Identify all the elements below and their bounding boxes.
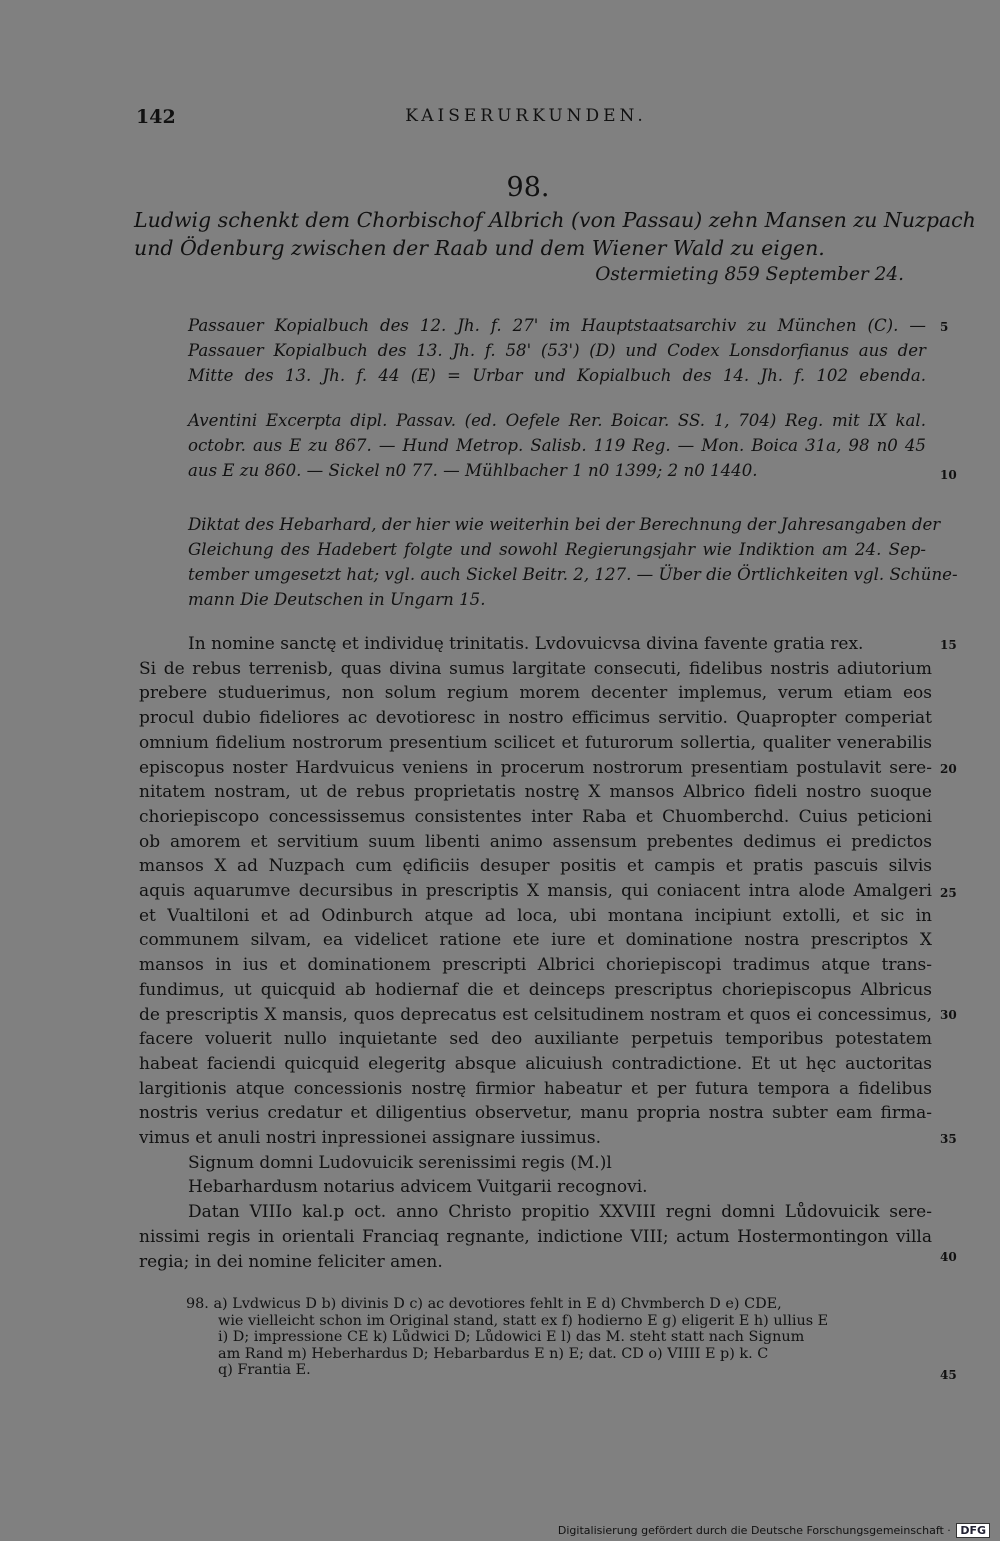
note-line: Mitte des 13. Jh. f. 44 (E) = Urbar und Kopialbuch des 14. Jh. f. 102 ebenda. bbox=[188, 366, 926, 385]
footnote-line: am Rand m) Heberhardus D; Hebarbardus E n) E; dat. CD o) VIIII E p) k. C bbox=[218, 1345, 769, 1362]
regest-line: und Ödenburg zwischen der Raab und dem Wiener Wald zu eigen. bbox=[134, 236, 825, 260]
footnotes bbox=[186, 1296, 936, 1379]
footnote-line: 98. a) Lvdwicus D b) divinis D c) ac devotiores fehlt in E d) Chvmberch D e) CDE, bbox=[186, 1296, 782, 1312]
text-line: aquis aquarumve decursibus in prescriptis X mansis, qui coniacent intra alode Amalgeri bbox=[139, 881, 932, 902]
text-line: episcopus noster Hardvuicus veniens in procerum nostrorum presentiam postulavit sere- bbox=[139, 757, 932, 778]
regest-line: Ludwig schenkt dem Chorbischof Albrich (von Passau) zehn Mansen zu Nuzpach bbox=[134, 208, 976, 232]
line-count-marker: 25 bbox=[940, 886, 957, 900]
footnote-line: wie vielleicht schon im Original stand, statt ex f) hodierno E g) eligerit E h) ullius E bbox=[218, 1312, 829, 1329]
text-line: mansos in ius et dominationem prescripti Albrici choriepiscopi tradimus atque trans- bbox=[139, 955, 932, 976]
text-line: mansos X ad Nuzpach cum ędificiis desuper positis et campis et pratis pascuis silvis bbox=[139, 856, 932, 877]
text-line: nostris verius credatur et diligentius observetur, manu propria nostra subter eam firma- bbox=[139, 1103, 932, 1124]
text-line: facere voluerit nullo inquietante sed deo auxiliante perpetuis temporibus potestatem bbox=[139, 1029, 932, 1050]
text-line: communem silvam, ea videlicet ratione ete iure et dominatione nostra prescriptos X bbox=[139, 930, 932, 951]
credit-text: Digitalisierung gefördert durch die Deutsche Forschungsgemeinschaft · bbox=[557, 1524, 951, 1537]
line-count-marker: 40 bbox=[940, 1250, 957, 1264]
text-line: In nomine sanctę et individuę trinitatis. Lvdovuicvsa divina favente gratia rex. bbox=[188, 634, 864, 654]
text-line: regia; in dei nomine feliciter amen. bbox=[139, 1251, 443, 1272]
text-line: habeat faciendi quicquid elegeritg absque alicuiush contradictione. Et ut hęc auctoritas bbox=[139, 1053, 932, 1074]
text-line: Signum domni Ludovuicik serenissimi regis (M.)l bbox=[188, 1152, 612, 1173]
running-title: KAISERURKUNDEN. bbox=[405, 106, 647, 126]
note-line: tember umgesetzt hat; vgl. auch Sickel Beitr. 2, 127. — Über die Örtlichkeiten vgl. Schüne- bbox=[188, 565, 958, 584]
note-line: aus E zu 860. — Sickel n0 77. — Mühlbacher 1 n0 1399; 2 n0 1440. bbox=[188, 461, 758, 480]
text-line: et Vualtiloni et ad Odinburch atque ad loca, ubi montana incipiunt extolli, et sic in bbox=[139, 905, 932, 926]
text-line: nissimi regis in orientali Franciaq regnante, indictione VIII; actum Hostermontingon villa bbox=[139, 1226, 932, 1247]
text-line: prebere studuerimus, non solum regium morem decenter implemus, verum etiam eos bbox=[139, 683, 932, 704]
tradition-note bbox=[188, 313, 926, 388]
note-line: Aventini Excerpta dipl. Passav. (ed. Oefele Rer. Boicar. SS. 1, 704) Reg. mit IX kal. bbox=[188, 411, 926, 430]
dateline: Ostermieting 859 September 24. bbox=[595, 264, 904, 285]
text-line: fundimus, ut quicquid ab hodiernaf die et deinceps prescriptus choriepiscopus Albricus bbox=[139, 979, 932, 1000]
commentary-note bbox=[188, 512, 958, 612]
dfg-logo: DFG bbox=[956, 1523, 990, 1538]
text-line: choriepiscopo concessissemus consistentes inter Raba et Chuomberchd. Cuius peticioni bbox=[139, 806, 932, 827]
text-line: largitionis atque concessionis nostrę firmior habeatur et per futura tempora a fidelibus bbox=[139, 1078, 932, 1099]
text-line: omnium fidelium nostrorum presentium scilicet et futurorum sollertia, qualiter venerabilis bbox=[139, 732, 932, 753]
footnote-line: q) Frantia E. bbox=[218, 1362, 311, 1379]
text-line: vimus et anuli nostri inpressionei assignare iussimus. bbox=[139, 1128, 602, 1149]
document-number: 98. bbox=[506, 172, 550, 203]
text-line: ob amorem et servitium suum libenti animo assensum prebentes dedimus ei predictos bbox=[139, 831, 932, 852]
note-line: Diktat des Hebarhard, der hier wie weiterhin bei der Berechnung der Jahresangaben der bbox=[188, 515, 941, 534]
note-line: Gleichung des Hadebert folgte und sowohl Regierungsjahr wie Indiktion am 24. Sep- bbox=[188, 540, 926, 559]
text-line: procul dubio fideliores ac devotioresc in nostro efficimus servitio. Quapropter comperiat bbox=[139, 708, 932, 729]
line-count-marker: 30 bbox=[940, 1008, 957, 1022]
text-line: Si de rebus terrenisb, quas divina sumus largitate consecuti, fidelibus nostris adiutorium bbox=[139, 658, 932, 679]
page-number: 142 bbox=[136, 106, 176, 128]
line-count-marker: 15 bbox=[940, 638, 957, 652]
footnote-line: i) D; impressione CE k) Lůdwici D; Lůdowici E l) das M. steht statt nach Signum bbox=[218, 1329, 805, 1346]
note-line: Passauer Kopialbuch des 12. Jh. f. 27' im Hauptstaatsarchiv zu München (C). — bbox=[188, 316, 926, 335]
text-line: de prescriptis X mansis, quos deprecatus est celsitudinem nostram et quos ei concessimus, bbox=[139, 1004, 932, 1025]
regest bbox=[134, 206, 976, 262]
dfg-credit bbox=[558, 1523, 990, 1538]
text-line: Datan VIIIo kal.p oct. anno Christo propitio XXVIII regni domni Lůdovuicik sere- bbox=[188, 1202, 932, 1223]
text-line: Hebarhardusm notarius advicem Vuitgarii recognovi. bbox=[188, 1177, 648, 1198]
note-line: Passauer Kopialbuch des 13. Jh. f. 58' (53') (D) und Codex Lonsdorfianus aus der bbox=[188, 341, 926, 360]
line-count-marker: 35 bbox=[940, 1132, 957, 1146]
text-line: nitatem nostram, ut de rebus proprietatis nostrę X mansos Albrico fideli nostro suoque bbox=[139, 782, 932, 803]
line-count-marker: 45 bbox=[940, 1368, 957, 1382]
note-line: mann Die Deutschen in Ungarn 15. bbox=[188, 590, 486, 609]
line-count-marker: 20 bbox=[940, 762, 957, 776]
charter-text bbox=[139, 632, 932, 1274]
editions-note bbox=[188, 408, 926, 483]
line-count-marker: 10 bbox=[940, 468, 957, 482]
line-count-marker: 5 bbox=[940, 320, 949, 334]
note-line: octobr. aus E zu 867. — Hund Metrop. Salisb. 119 Reg. — Mon. Boica 31a, 98 n0 45 bbox=[188, 436, 926, 455]
